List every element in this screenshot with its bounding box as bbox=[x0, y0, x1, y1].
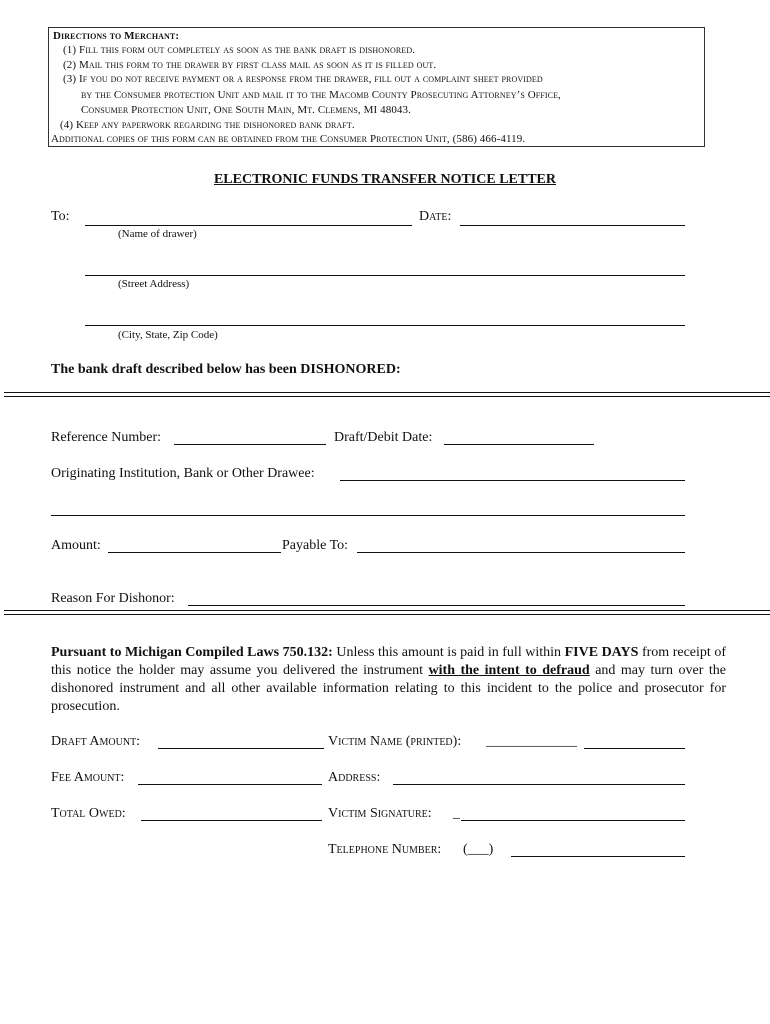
draft-date-label: Draft/Debit Date: bbox=[334, 430, 433, 445]
intent-to-defraud: with the intent to defraud bbox=[428, 663, 590, 678]
amount-field[interactable] bbox=[108, 552, 281, 553]
draft-date-field[interactable] bbox=[444, 444, 594, 445]
fee-amount-field[interactable] bbox=[138, 784, 322, 785]
street-address-field[interactable] bbox=[85, 275, 685, 276]
to-label: To: bbox=[51, 209, 70, 224]
law-reference: Pursuant to Michigan Compiled Laws 750.132: bbox=[51, 645, 333, 660]
directions-heading: Directions to Merchant: bbox=[53, 30, 180, 42]
area-code-field[interactable]: (___) bbox=[463, 842, 494, 857]
originating-field[interactable] bbox=[340, 480, 685, 481]
total-owed-label: Total Owed: bbox=[51, 806, 126, 821]
direction-item-3-line2: by the Consumer protection Unit and mail it to the Macomb County Prosecuting Attorney’s Office, bbox=[81, 89, 561, 101]
date-label: Date: bbox=[419, 209, 452, 224]
victim-signature-blank: _ bbox=[453, 806, 460, 821]
payable-to-label: Payable To: bbox=[282, 538, 349, 553]
dishonored-heading: The bank draft described below has been DISHONORED: bbox=[51, 362, 401, 377]
reason-label: Reason For Dishonor: bbox=[51, 591, 175, 606]
address-label: Address: bbox=[328, 770, 381, 785]
telephone-label: Telephone Number: bbox=[328, 842, 442, 857]
reason-field[interactable] bbox=[188, 605, 685, 606]
five-days: FIVE DAYS bbox=[564, 645, 639, 660]
direction-item-4: (4) Keep any paperwork regarding the dishonored bank draft. bbox=[60, 119, 355, 131]
victim-address-field[interactable] bbox=[393, 784, 685, 785]
victim-signature-field[interactable] bbox=[461, 820, 685, 821]
divider-top bbox=[4, 392, 770, 397]
street-caption: (Street Address) bbox=[118, 278, 190, 290]
fee-amount-label: Fee Amount: bbox=[51, 770, 125, 785]
divider-bottom bbox=[4, 610, 770, 615]
direction-item-2: (2) Mail this form to the drawer by first class mail as soon as it is filled out. bbox=[63, 59, 437, 71]
form-title: ELECTRONIC FUNDS TRANSFER NOTICE LETTER bbox=[213, 172, 557, 187]
draft-amount-label: Draft Amount: bbox=[51, 734, 141, 749]
notice-text-2: from receipt of this notice the holder may assume you delivered the instrument bbox=[51, 645, 726, 678]
notice-text-1: Unless this amount is paid in full within bbox=[332, 645, 565, 660]
originating-label: Originating Institution, Bank or Other Drawee: bbox=[51, 466, 315, 481]
victim-signature-label: Victim Signature: bbox=[328, 806, 432, 821]
direction-item-3-line1: (3) If you do not receive payment or a response from the drawer, fill out a complaint sheet provided bbox=[63, 73, 543, 85]
victim-name-field[interactable] bbox=[584, 748, 685, 749]
date-field[interactable] bbox=[460, 225, 685, 226]
city-caption: (City, State, Zip Code) bbox=[118, 329, 218, 341]
telephone-field[interactable] bbox=[511, 856, 685, 857]
victim-name-label: Victim Name (printed): bbox=[328, 734, 462, 749]
name-caption: (Name of drawer) bbox=[118, 228, 197, 240]
notice-text-3: and may turn over the dishonored instrument and all other available information relating to this incident to the police and prosecutor for prosecution. bbox=[51, 663, 726, 714]
reference-number-label: Reference Number: bbox=[51, 430, 161, 445]
draft-amount-field[interactable] bbox=[158, 748, 324, 749]
reference-number-field[interactable] bbox=[174, 444, 326, 445]
direction-item-3-line3: Consumer Protection Unit, One South Main, Mt. Clemens, MI 48043. bbox=[81, 104, 411, 116]
directions-additional: Additional copies of this form can be obtained from the Consumer Protection Unit, (586) 466-4119. bbox=[51, 133, 526, 145]
drawer-name-field[interactable] bbox=[85, 225, 412, 226]
payable-to-field[interactable] bbox=[357, 552, 685, 553]
originating-field-line2[interactable] bbox=[51, 515, 685, 516]
victim-name-blank: _____________ bbox=[486, 734, 577, 749]
total-owed-field[interactable] bbox=[141, 820, 322, 821]
legal-notice bbox=[51, 644, 726, 716]
direction-item-1: (1) Fill this form out completely as soon as the bank draft is dishonored. bbox=[63, 44, 416, 56]
city-state-zip-field[interactable] bbox=[85, 325, 685, 326]
amount-label: Amount: bbox=[51, 538, 101, 553]
